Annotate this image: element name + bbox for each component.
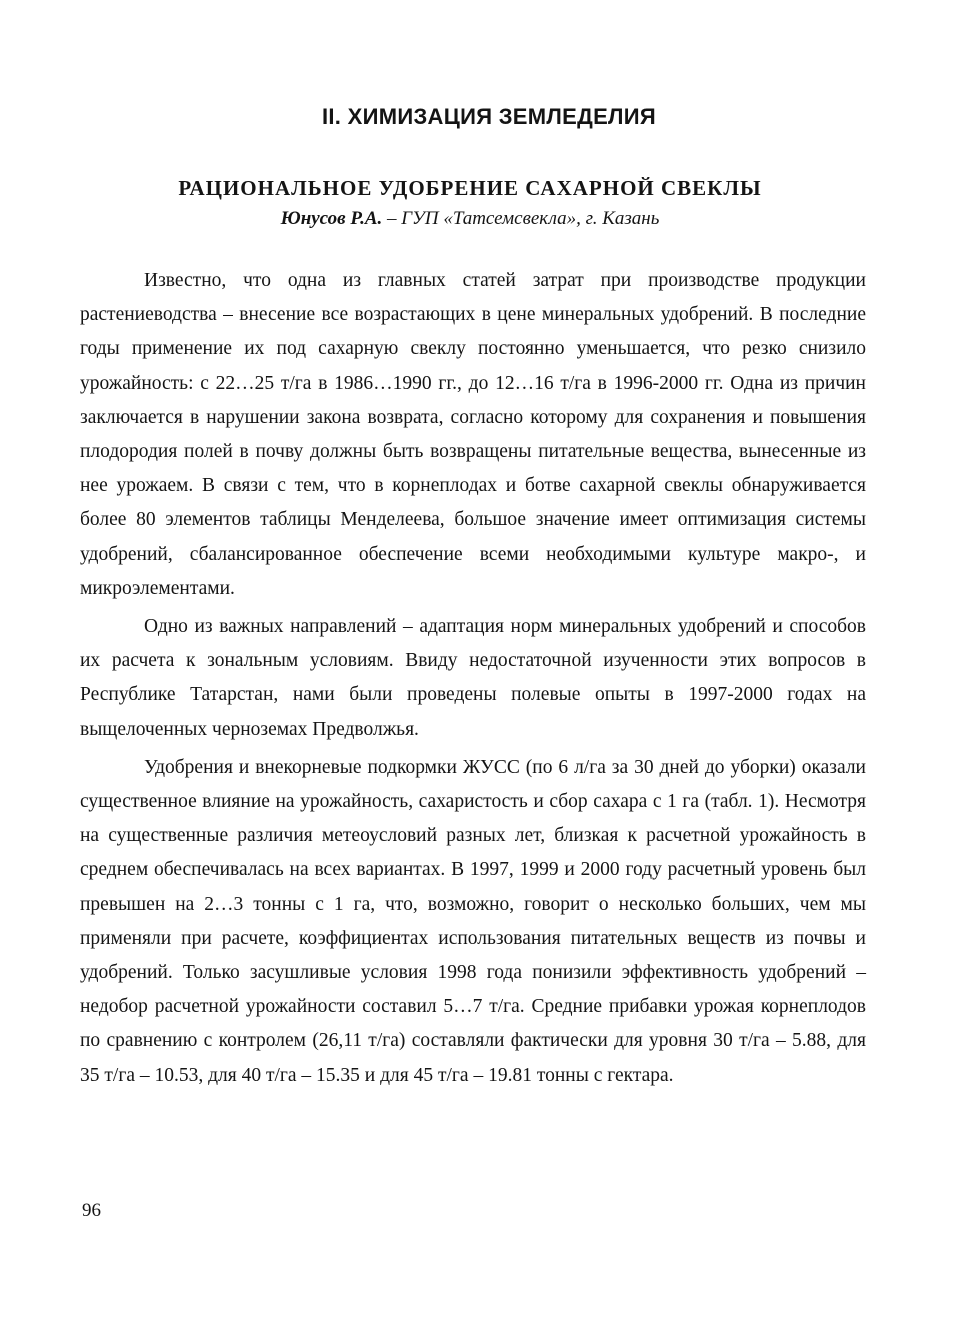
author-name: Юнусов Р.А. <box>280 208 383 229</box>
paragraph-1: Известно, что одна из главных статей затрат при производстве продукции растениеводства – внесение все возрастающих в цене минеральных удобрений. В последние годы применение их под сахарную свеклу постоянно уменьшается, что резко снизило урожайность: с 22…25 т/га в 1986…1990 гг., до 12…16 т/га в 1996-2000 гг. Одна из причин заключается в нарушении закона возврата, согласно которому для сохранения и повышения плодородия полей в почву должны быть возвращены питательные вещества, вынесенные из нее урожаем. В связи с тем, что в корнеплодах и ботве сахарной свеклы обнаруживается более 80 элементов таблицы Менделеева, большое значение имеет оптимизация системы удобрений, сбалансированное обеспечение всеми необходимыми культуре макро-, и микроэлементами. <box>80 270 866 599</box>
section-title: II. ХИМИЗАЦИЯ ЗЕМЛЕДЕЛИЯ <box>321 104 657 129</box>
article-title: РАЦИОНАЛЬНОЕ УДОБРЕНИЕ САХАРНОЙ СВЕКЛЫ <box>178 176 762 200</box>
paragraph-2: Одно из важных направлений – адаптация норм минеральных удобрений и способов их расчета к зональным условиям. Ввиду недостаточной изученности этих вопросов в Республике Татарстан, нами были проведены полевые опыты в 1997-2000 годах на выщелоченных черноземах Предволжья. <box>80 616 866 740</box>
page-number: 96 <box>82 1200 101 1221</box>
byline <box>0 208 940 230</box>
paragraph-3: Удобрения и внекорневые подкормки ЖУСС (по 6 л/га за 30 дней до уборки) оказали существенное влияние на урожайность, сахаристость и сбор сахара с 1 га (табл. 1). Несмотря на существенные различия метеоусловий разных лет, близкая к расчетной урожайность в среднем обеспечивалась на всех вариантах. В 1997, 1999 и 2000 году расчетный уровень был превышен на 2…3 тонны с 1 га, что, возможно, говорит о несколько больших, чем мы применяли при расчете, коэффициентах использования питательных веществ из почвы и удобрений. Только засушливые условия 1998 года понизили эффективность удобрений – недобор расчетной урожайности составил 5…7 т/га. Средние прибавки урожая корнеплодов по сравнению с контролем (26,11 т/га) составляли фактически для уровня 30 т/га – 5.88, для 35 т/га – 10.53, для 40 т/га – 15.35 и для 45 т/га – 19.81 тонны с гектара. <box>80 756 866 1086</box>
article-body <box>80 264 866 1097</box>
author-affiliation: – ГУП «Татсемсвекла», г. Казань <box>382 208 660 229</box>
